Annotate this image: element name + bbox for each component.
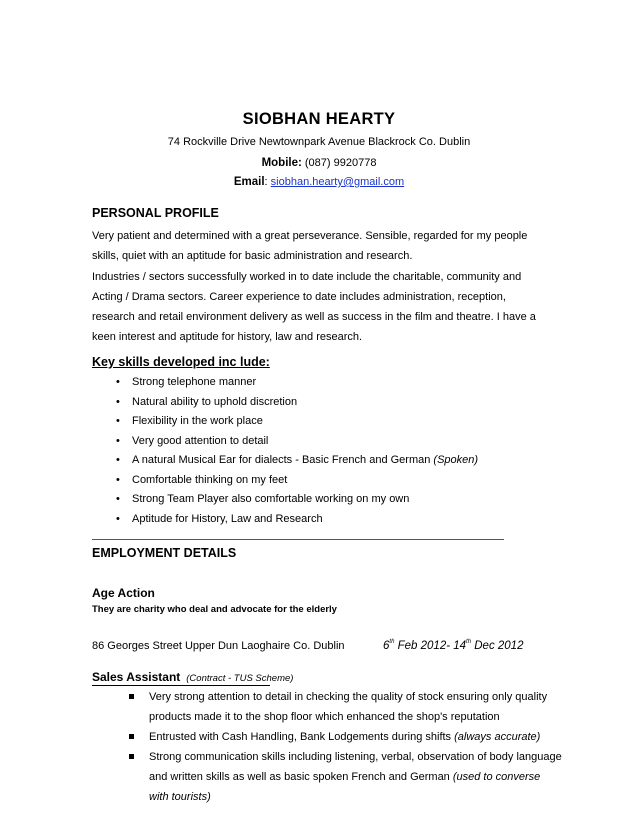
email-line	[0, 176, 638, 188]
key-skills-heading: Key skills developed inc lude:	[92, 355, 270, 369]
start-day: 6	[383, 640, 390, 652]
list-item	[92, 432, 552, 452]
bullet-icon: •	[116, 454, 120, 466]
duties-list	[92, 687, 562, 807]
personal-profile-heading: PERSONAL PROFILE	[92, 206, 219, 220]
list-item	[92, 510, 552, 530]
bullet-icon: •	[116, 493, 120, 505]
email-link[interactable]: siobhan.hearty@gmail.com	[270, 176, 405, 188]
date-range-middle: Feb 2012- 14	[394, 640, 467, 652]
bullet-icon: •	[116, 395, 120, 408]
profile-line: Very patient and determined with a great perseverance. Sensible, regarded for my people	[92, 230, 528, 242]
skill-text: Strong telephone manner	[132, 376, 257, 388]
list-item	[92, 412, 552, 432]
duty-emphasis: (used to converse with tourists)	[149, 771, 541, 803]
start-day-suffix: th	[389, 639, 395, 645]
profile-line: keen interest and aptitude for history, law and research.	[92, 331, 363, 344]
profile-line: research and retail environment delivery as well as success in the film and theatre. I have a	[92, 311, 536, 324]
end-date: Dec 2012	[471, 640, 524, 652]
mobile-line	[0, 157, 638, 169]
profile-line: Acting / Drama sectors. Career experience to date includes administration, reception,	[92, 290, 506, 303]
skill-text-emphasis: (Spoken)	[433, 454, 479, 466]
square-bullet-icon	[129, 734, 134, 739]
email-label: Email	[233, 176, 265, 188]
profile-line: skills, quiet with an aptitude for basic administration and research.	[92, 250, 413, 263]
skill-text: Comfortable thinking on my feet	[132, 473, 288, 486]
skill-text: Natural ability to uphold discretion	[132, 395, 298, 408]
duty-text: Very strong attention to detail in checking the quality of stock ensuring only quality products made it to the shop floor which enhanced the shop's reputation	[149, 691, 548, 723]
email-separator: :	[264, 176, 268, 188]
job-role	[92, 670, 293, 684]
list-item	[92, 393, 552, 413]
address: 74 Rockville Drive Newtownpark Avenue Blackrock Co. Dublin	[167, 136, 471, 148]
list-item	[92, 373, 552, 393]
bullet-icon: •	[116, 434, 120, 447]
list-item	[92, 471, 552, 491]
mobile-value: (087) 9920778	[304, 157, 377, 169]
mobile-label: Mobile:	[261, 157, 302, 169]
employer-location: 86 Georges Street Upper Dun Laoghaire Co. Dublin	[92, 640, 345, 652]
key-skills-list	[92, 373, 552, 529]
profile-line: Industries / sectors successfully worked in to date include the charitable, community and	[92, 270, 522, 283]
list-item	[92, 687, 562, 727]
skill-text: Aptitude for History, Law and Research	[132, 512, 323, 525]
square-bullet-icon	[129, 754, 134, 759]
personal-profile-text	[92, 226, 552, 348]
skill-text: Very good attention to detail	[132, 434, 269, 447]
contract-type: (Contract - TUS Scheme)	[186, 673, 294, 684]
duty-text: Entrusted with Cash Handling, Bank Lodgements during shifts	[149, 731, 455, 743]
bullet-icon: •	[116, 376, 120, 388]
duty-text: Strong communication skills including listening, verbal, observation of body language and written skills as well as basic spoken French and German	[149, 751, 562, 783]
list-item	[92, 747, 562, 807]
employer-tagline: They are charity who deal and advocate for the elderly	[92, 604, 337, 615]
list-item	[92, 727, 562, 747]
bullet-icon: •	[116, 473, 120, 486]
employment-heading: EMPLOYMENT DETAILS	[92, 546, 237, 560]
duty-emphasis: (always accurate)	[454, 731, 541, 743]
list-item	[92, 451, 552, 471]
square-bullet-icon	[129, 694, 134, 699]
role-underline	[92, 685, 270, 686]
skill-text: Flexibility in the work place	[132, 415, 263, 427]
end-day-suffix: th	[466, 639, 472, 645]
skill-text: Strong Team Player also comfortable working on my own	[132, 493, 410, 505]
skill-text: A natural Musical Ear for dialects - Basic French and German	[132, 454, 434, 466]
bullet-icon: •	[116, 512, 120, 525]
job-title: Sales Assistant	[92, 670, 181, 684]
list-item	[92, 490, 552, 510]
section-divider	[92, 539, 504, 540]
employer-name: Age Action	[92, 586, 155, 600]
bullet-icon: •	[116, 415, 120, 427]
employment-dates	[383, 639, 523, 652]
candidate-name: SIOBHAN HEARTY	[242, 110, 396, 128]
